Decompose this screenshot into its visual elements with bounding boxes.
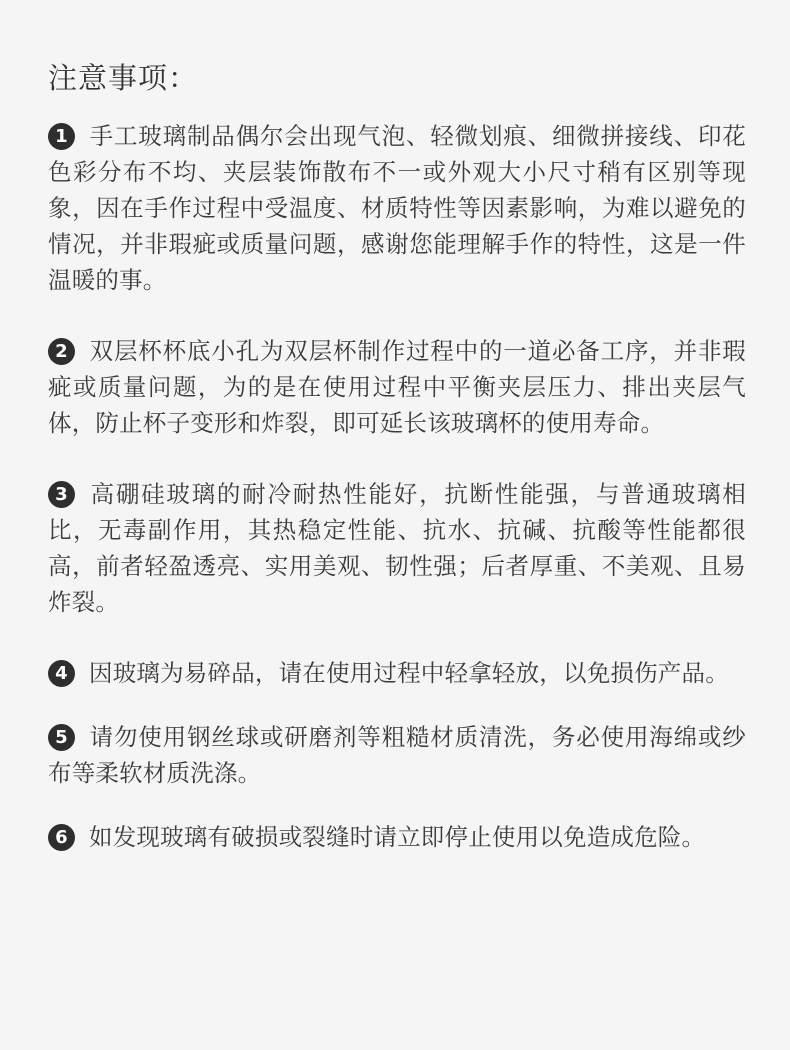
notice-item-1 bbox=[48, 118, 746, 298]
notice-item-5 bbox=[48, 719, 746, 791]
notice-item-text: 双层杯杯底小孔为双层杯制作过程中的一道必备工序，并非瑕疵或质量问题，为的是在使用过程中平衡夹层压力、排出夹层气体，防止杯子变形和炸裂，即可延长该玻璃杯的使用寿命。 bbox=[48, 337, 746, 437]
notice-list bbox=[48, 118, 746, 855]
item-number-badge: 6 bbox=[48, 824, 75, 851]
notice-item-text: 因玻璃为易碎品，请在使用过程中轻拿轻放，以免损伤产品。 bbox=[89, 659, 729, 687]
notice-item-text: 手工玻璃制品偶尔会出现气泡、轻微划痕、细微拼接线、印花色彩分布不均、夹层装饰散布不一或外观大小尺寸稍有区别等现象，因在手作过程中受温度、材质特性等因素影响，为难以避免的情况，并非瑕疵或质量问题，感谢您能理解手作的特性，这是一件温暖的事。 bbox=[48, 122, 746, 294]
notice-item-6 bbox=[48, 819, 746, 855]
notice-item-4 bbox=[48, 655, 746, 691]
item-number-badge: 1 bbox=[48, 123, 75, 150]
item-number-badge: 5 bbox=[48, 724, 75, 751]
notice-item-3 bbox=[48, 476, 746, 620]
notice-item-text: 如发现玻璃有破损或裂缝时请立即停止使用以免造成危险。 bbox=[89, 823, 706, 851]
notice-item-text: 请勿使用钢丝球或研磨剂等粗糙材质清洗，务必使用海绵或纱布等柔软材质洗涤。 bbox=[48, 723, 746, 787]
page-title: 注意事项： bbox=[48, 61, 199, 95]
item-number-badge: 2 bbox=[48, 338, 75, 365]
item-number-badge: 3 bbox=[48, 481, 75, 508]
notice-item-text: 高硼硅玻璃的耐冷耐热性能好，抗断性能强，与普通玻璃相比，无毒副作用，其热稳定性能、抗水、抗碱、抗酸等性能都很高，前者轻盈透亮、实用美观、韧性强；后者厚重、不美观、且易炸裂。 bbox=[48, 480, 746, 616]
item-number-badge: 4 bbox=[48, 660, 75, 687]
notice-item-2 bbox=[48, 333, 746, 441]
